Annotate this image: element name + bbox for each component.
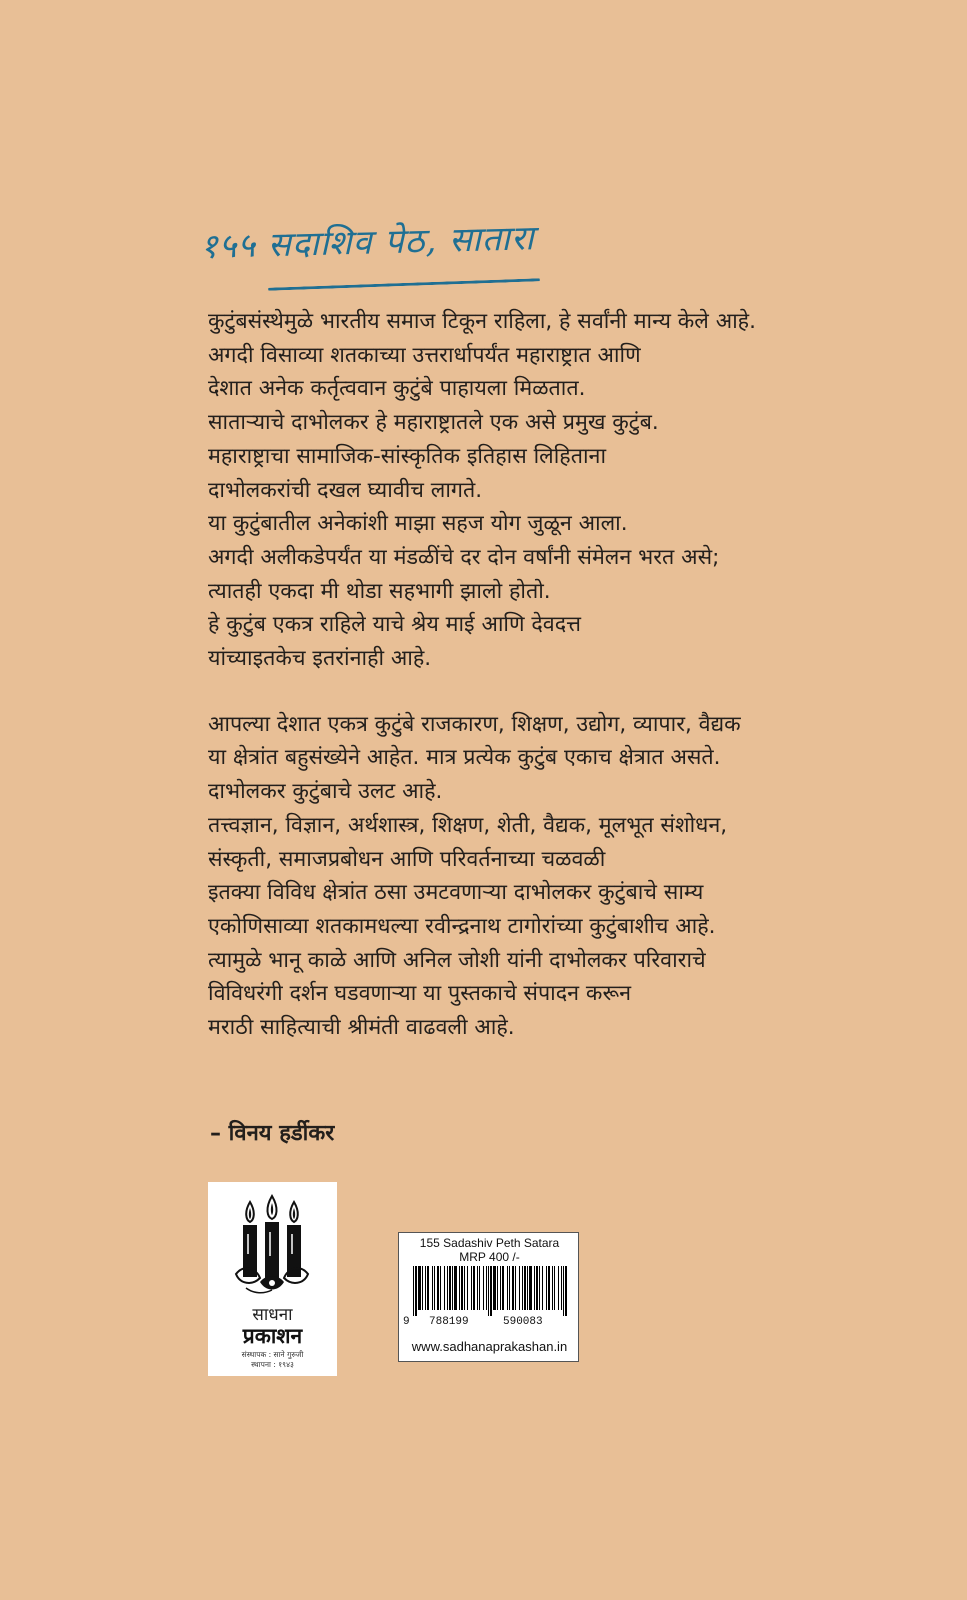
publisher-name-line1: साधना bbox=[252, 1305, 293, 1325]
barcode-bar bbox=[464, 1266, 465, 1310]
barcode-bar bbox=[548, 1266, 550, 1310]
barcode-bar bbox=[415, 1266, 417, 1316]
barcode-bar bbox=[522, 1266, 523, 1310]
barcode-price: MRP 400 /- bbox=[459, 1250, 520, 1264]
blurb-line: दाभोलकरांची दखल घ्यावीच लागते. bbox=[208, 477, 483, 503]
barcode-bar bbox=[502, 1266, 504, 1310]
blurb-line: अगदी विसाव्या शतकाच्या उत्तरार्धापर्यंत महाराष्ट्रात आणि bbox=[208, 342, 641, 368]
barcode-bar bbox=[440, 1266, 441, 1310]
barcode-bar bbox=[444, 1266, 445, 1310]
candles-logo-icon bbox=[230, 1194, 315, 1299]
barcode-bar bbox=[479, 1266, 480, 1310]
blurb-line: त्यामुळे भानू काळे आणि अनिल जोशी यांनी दाभोलकर परिवाराचे bbox=[208, 947, 706, 973]
author-signature: – विनय हर्डीकर bbox=[210, 1121, 335, 1146]
blurb-line: साताऱ्याचे दाभोलकर हे महाराष्ट्रातले एक असे प्रमुख कुटुंब. bbox=[208, 410, 659, 436]
barcode-bar bbox=[519, 1266, 520, 1310]
barcode-digits-right: 590083 bbox=[503, 1316, 543, 1328]
publisher-name-line2: प्रकाशन bbox=[242, 1324, 303, 1348]
blurb-paragraph bbox=[208, 305, 908, 676]
barcode-bar bbox=[490, 1266, 492, 1316]
barcode-bar bbox=[536, 1266, 538, 1310]
barcode-bar bbox=[432, 1266, 433, 1310]
barcode-bar bbox=[486, 1266, 487, 1310]
barcode-bar bbox=[554, 1266, 555, 1310]
barcode-bar bbox=[529, 1266, 532, 1310]
blurb-line: या कुटुंबातील अनेकांशी माझा सहज योग जुळून आला. bbox=[208, 511, 628, 537]
barcode-bar bbox=[507, 1266, 508, 1310]
blurb-line: या क्षेत्रांत बहुसंख्येने आहेत. मात्र प्रत्येक कुटुंब एकाच क्षेत्रात असते. bbox=[208, 745, 721, 771]
barcode-bar bbox=[561, 1266, 562, 1310]
barcode-bar bbox=[542, 1266, 543, 1310]
barcode-bar bbox=[449, 1266, 451, 1310]
barcode-box bbox=[398, 1232, 579, 1362]
barcode-bar bbox=[565, 1266, 567, 1316]
blurb-line: हे कुटुंब एकत्र राहिले याचे श्रेय माई आणि देवदत्त bbox=[208, 612, 582, 638]
barcode-digits-left: 788199 bbox=[429, 1316, 469, 1328]
blurb-line: महाराष्ट्राचा सामाजिक-सांस्कृतिक इतिहास लिहिताना bbox=[208, 443, 607, 469]
barcode-bar bbox=[437, 1266, 439, 1310]
barcode-bar bbox=[546, 1266, 547, 1310]
barcode-bar bbox=[515, 1266, 516, 1310]
barcode-bar bbox=[563, 1266, 564, 1316]
barcode-bar bbox=[488, 1266, 489, 1316]
barcode-bar bbox=[473, 1266, 475, 1310]
barcode-bar bbox=[534, 1266, 535, 1310]
barcode-address: 155 Sadashiv Peth Satara bbox=[419, 1236, 560, 1250]
barcode-bar bbox=[477, 1266, 478, 1310]
blurb-line: यांच्याइतकेच इतरांनाही आहे. bbox=[208, 646, 432, 672]
barcode-bar bbox=[471, 1266, 472, 1310]
barcode-bar bbox=[459, 1266, 460, 1310]
barcode-bar bbox=[434, 1266, 435, 1310]
blurb-text bbox=[208, 305, 908, 1045]
blurb-line: विविधरंगी दर्शन घडवणाऱ्या या पुस्तकाचे संपादन करून bbox=[208, 981, 632, 1007]
publisher-logo bbox=[208, 1182, 337, 1376]
barcode-bar bbox=[454, 1266, 457, 1310]
barcode-bar bbox=[483, 1266, 484, 1310]
barcode-bar bbox=[413, 1266, 414, 1316]
barcode-bar bbox=[467, 1266, 468, 1310]
blurb-line: इतक्या विविध क्षेत्रांत ठसा उमटवणाऱ्या दाभोलकर कुटुंबाचे साम्य bbox=[208, 880, 704, 906]
barcode-bar bbox=[447, 1266, 448, 1310]
blurb-line: एकोणिसाव्या शतकामधल्या रवीन्द्रनाथ टागोरांच्या कुटुंबाशीच आहे. bbox=[208, 913, 716, 939]
blurb-line: अगदी अलीकडेपर्यंत या मंडळींचे दर दोन वर्षांनी संमेलन भरत असे; bbox=[208, 544, 720, 570]
blurb-line: देशात अनेक कर्तृत्ववान कुटुंबे पाहायला मिळतात. bbox=[208, 376, 586, 402]
barcode-bar bbox=[512, 1266, 514, 1310]
barcode-bar bbox=[558, 1266, 559, 1310]
blurb-line: आपल्या देशात एकत्र कुटुंबे राजकारण, शिक्षण, उद्योग, व्यापार, वैद्यक bbox=[208, 711, 741, 737]
blurb-line: दाभोलकर कुटुंबाचे उलट आहे. bbox=[208, 779, 443, 805]
barcode-website: www.sadhanaprakashan.in bbox=[411, 1339, 568, 1354]
barcode-bar bbox=[552, 1266, 553, 1310]
isbn-barcode-icon bbox=[411, 1266, 568, 1316]
blurb-line: कुटुंबसंस्थेमुळे भारतीय समाज टिकून राहिला, हे सर्वांनी मान्य केले आहे. bbox=[208, 309, 756, 334]
blurb-line: संस्कृती, समाजप्रबोधन आणि परिवर्तनाच्या चळवळी bbox=[208, 846, 606, 872]
barcode-bar bbox=[500, 1266, 501, 1310]
barcode-bar bbox=[527, 1266, 528, 1310]
handwritten-heading: १५५ सदाशिव पेठ, सातारा bbox=[199, 218, 536, 267]
publisher-founder: संस्थापक : साने गुरुजी bbox=[241, 1350, 304, 1359]
publisher-established: स्थापना : १९४३ bbox=[251, 1360, 294, 1369]
blurb-line: मराठी साहित्याची श्रीमंती वाढवली आहे. bbox=[208, 1015, 515, 1041]
barcode-bar bbox=[461, 1266, 463, 1310]
barcode-bar bbox=[497, 1266, 498, 1310]
barcode-bar bbox=[524, 1266, 526, 1310]
barcode-bar bbox=[493, 1266, 496, 1310]
barcode-bar bbox=[427, 1266, 429, 1310]
barcode-bar bbox=[452, 1266, 453, 1310]
heading-underline bbox=[268, 278, 540, 290]
blurb-paragraph bbox=[208, 708, 908, 1045]
barcode-bar bbox=[509, 1266, 510, 1310]
barcode-bar bbox=[422, 1266, 423, 1310]
blurb-line: तत्त्वज्ञान, विज्ञान, अर्थशास्त्र, शिक्षण, शेती, वैद्यक, मूलभूत संशोधन, bbox=[208, 812, 728, 838]
barcode-bar bbox=[425, 1266, 426, 1310]
barcode-digit-lead: 9 bbox=[403, 1316, 410, 1328]
barcode-bar bbox=[539, 1266, 540, 1310]
barcode-bar bbox=[418, 1266, 421, 1310]
blurb-line: त्यातही एकदा मी थोडा सहभागी झालो होतो. bbox=[208, 578, 551, 604]
